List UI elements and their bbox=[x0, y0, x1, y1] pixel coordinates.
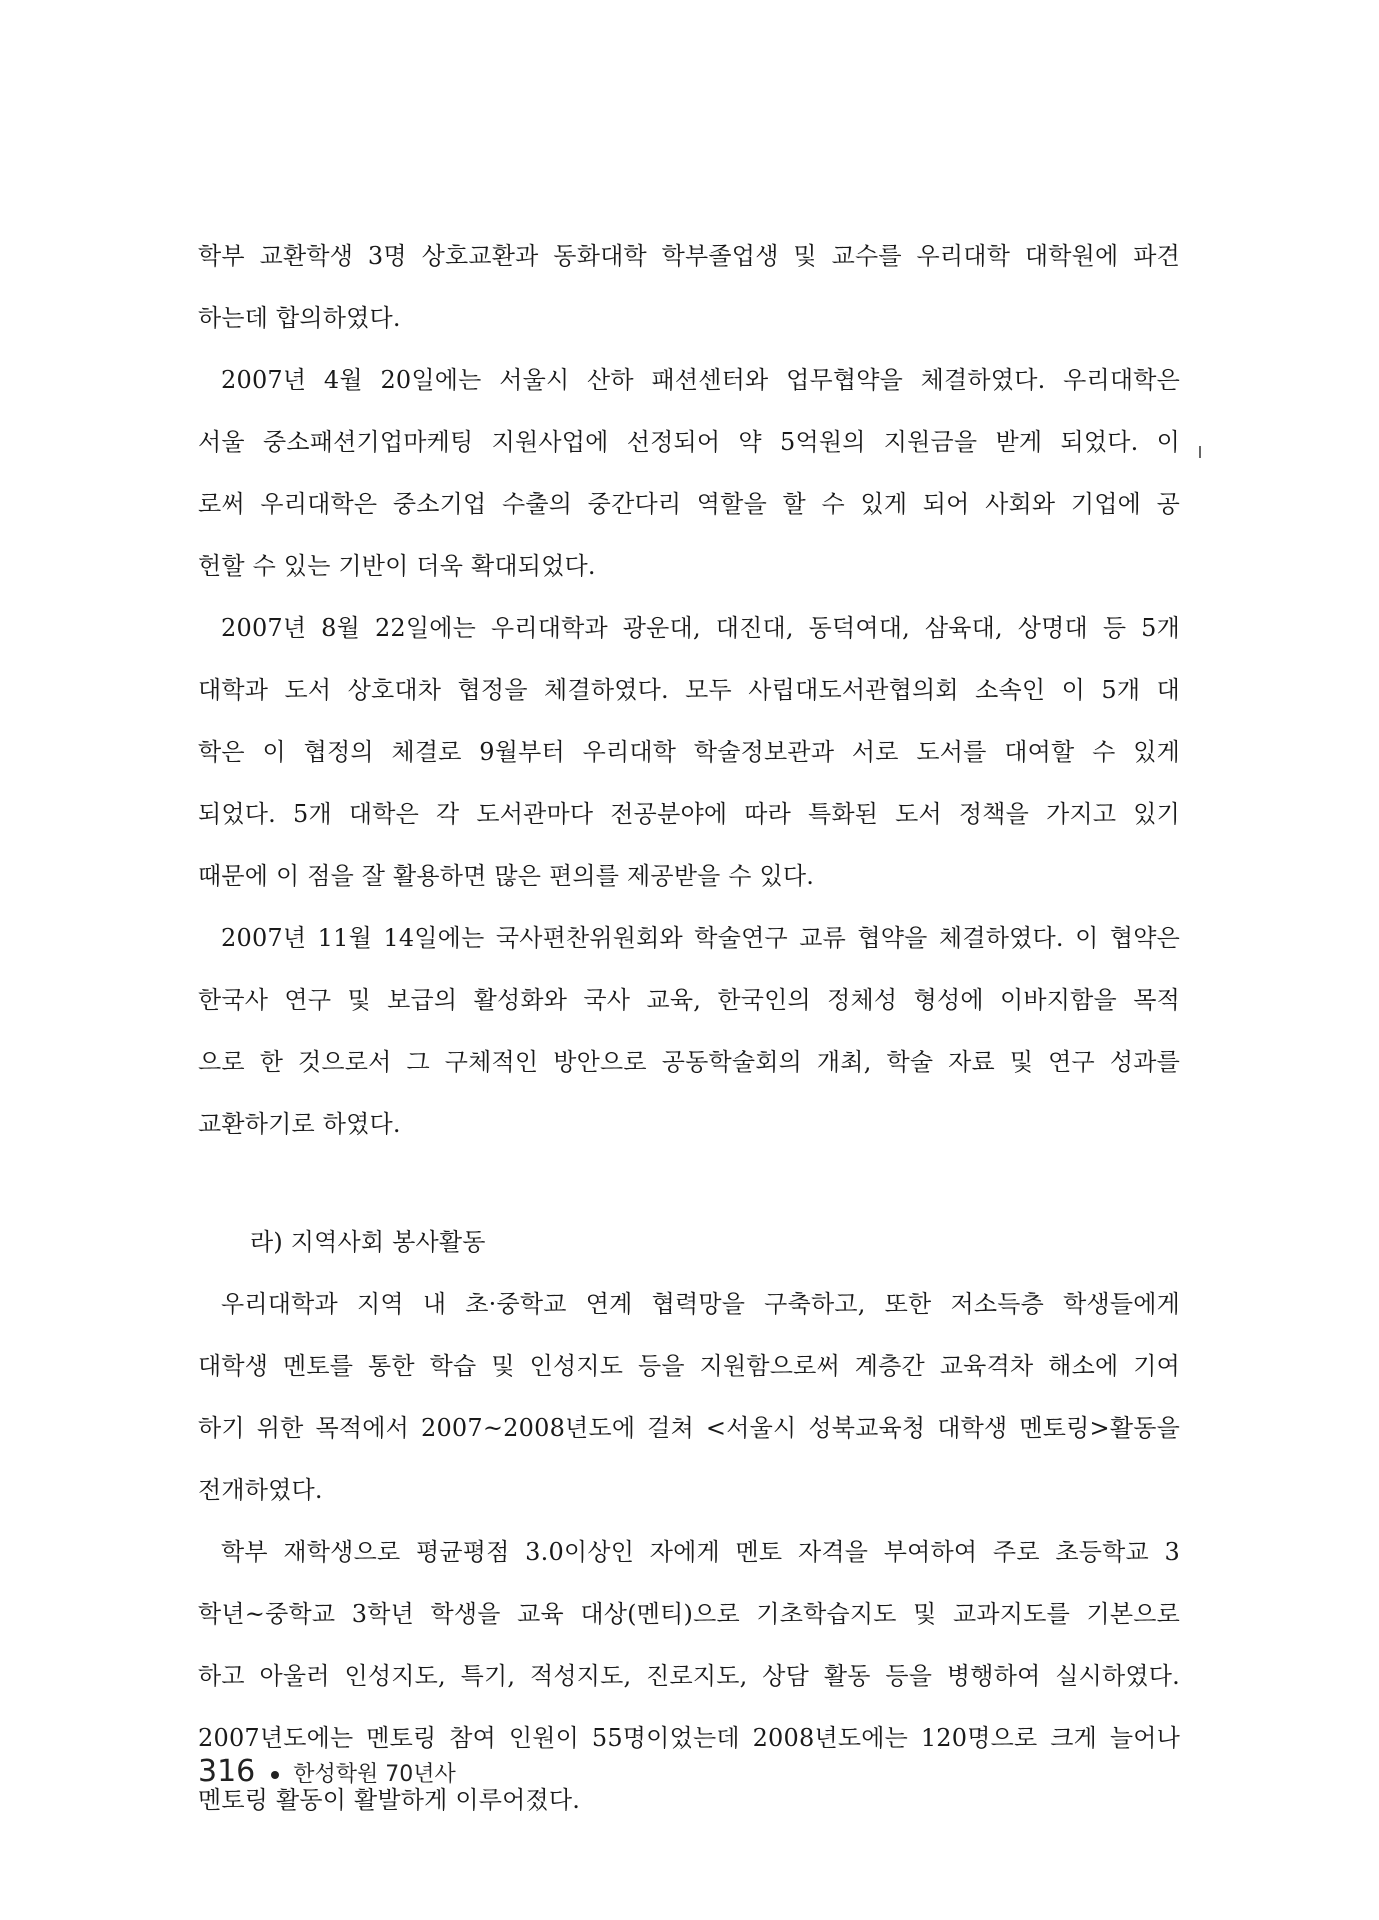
text-line: 교환하기로 하였다. bbox=[198, 1110, 401, 1138]
section-heading: 라) 지역사회 봉사활동 bbox=[250, 1228, 486, 1256]
text-line: 서울 중소패션기업마케팅 지원사업에 선정되어 약 5억원의 지원금을 받게 되었다. 이 bbox=[198, 428, 1180, 456]
text-line: 학부 재학생으로 평균평점 3.0이상인 자에게 멘토 자격을 부여하여 주로 초등학교 3 bbox=[221, 1538, 1180, 1566]
text-line: 2007년도에는 멘토링 참여 인원이 55명이었는데 2008년도에는 120명으로 크게 늘어나 bbox=[198, 1724, 1180, 1752]
text-line: 으로 한 것으로서 그 구체적인 방안으로 공동학술회의 개최, 학술 자료 및 연구 성과를 bbox=[198, 1048, 1180, 1076]
text-line: 하는데 합의하였다. bbox=[198, 304, 401, 332]
text-line: 학년~중학교 3학년 학생을 교육 대상(멘티)으로 기초학습지도 및 교과지도를 기본으로 bbox=[198, 1600, 1180, 1628]
text-line: 한국사 연구 및 보급의 활성화와 국사 교육, 한국인의 정체성 형성에 이바지함을 목적 bbox=[198, 986, 1180, 1014]
text-line: 대학과 도서 상호대차 협정을 체결하였다. 모두 사립대도서관협의회 소속인 이 5개 대 bbox=[198, 676, 1180, 704]
bullet-icon bbox=[271, 1771, 279, 1779]
paragraph-fashion-center bbox=[198, 349, 1180, 597]
text-line: 대학생 멘토를 통한 학습 및 인성지도 등을 지원함으로써 계층간 교육격차 해소에 기여 bbox=[198, 1352, 1180, 1380]
text-line: 2007년 8월 22일에는 우리대학과 광운대, 대진대, 동덕여대, 삼육대, 상명대 등 5개 bbox=[221, 614, 1180, 642]
body-text bbox=[198, 225, 1180, 1831]
text-line: 우리대학과 지역 내 초·중학교 연계 협력망을 구축하고, 또한 저소득층 학생들에게 bbox=[221, 1290, 1180, 1318]
page-footer bbox=[198, 1752, 456, 1792]
scan-mark bbox=[1199, 446, 1201, 458]
text-line: 때문에 이 점을 잘 활용하면 많은 편의를 제공받을 수 있다. bbox=[198, 862, 815, 890]
text-line: 로써 우리대학은 중소기업 수출의 중간다리 역할을 할 수 있게 되어 사회와 기업에 공 bbox=[198, 490, 1180, 518]
text-line: 하기 위한 목적에서 2007~2008년도에 걸쳐 <서울시 성북교육청 대학생 멘토링>활동을 bbox=[198, 1414, 1180, 1442]
paragraph-mentoring-intro bbox=[198, 1273, 1180, 1521]
text-line: 학부 교환학생 3명 상호교환과 동화대학 학부졸업생 및 교수를 우리대학 대학원에 파견 bbox=[198, 242, 1180, 270]
paragraph-exchange-agreement bbox=[198, 225, 1180, 349]
book-title: 한성학원 70년사 bbox=[293, 1762, 456, 1787]
text-line: 2007년 11월 14일에는 국사편찬위원회와 학술연구 교류 협약을 체결하였다. 이 협약은 bbox=[221, 924, 1180, 952]
text-line: 전개하였다. bbox=[198, 1476, 323, 1504]
text-line: 학은 이 협정의 체결로 9월부터 우리대학 학술정보관과 서로 도서를 대여할 수 있게 bbox=[198, 738, 1180, 766]
paragraph-history-committee bbox=[198, 907, 1180, 1155]
page-number: 316 bbox=[198, 1754, 256, 1789]
text-line: 멘토링 활동이 활발하게 이루어졌다. bbox=[198, 1786, 581, 1814]
text-line: 되었다. 5개 대학은 각 도서관마다 전공분야에 따라 특화된 도서 정책을 가지고 있기 bbox=[198, 800, 1180, 828]
text-line: 하고 아울러 인성지도, 특기, 적성지도, 진로지도, 상담 활동 등을 병행하여 실시하였다. bbox=[198, 1662, 1180, 1690]
paragraph-library-agreement bbox=[198, 597, 1180, 907]
text-line: 2007년 4월 20일에는 서울시 산하 패션센터와 업무협약을 체결하였다. 우리대학은 bbox=[221, 366, 1180, 394]
text-line: 헌할 수 있는 기반이 더욱 확대되었다. bbox=[198, 552, 596, 580]
section-gap bbox=[198, 1155, 1180, 1211]
